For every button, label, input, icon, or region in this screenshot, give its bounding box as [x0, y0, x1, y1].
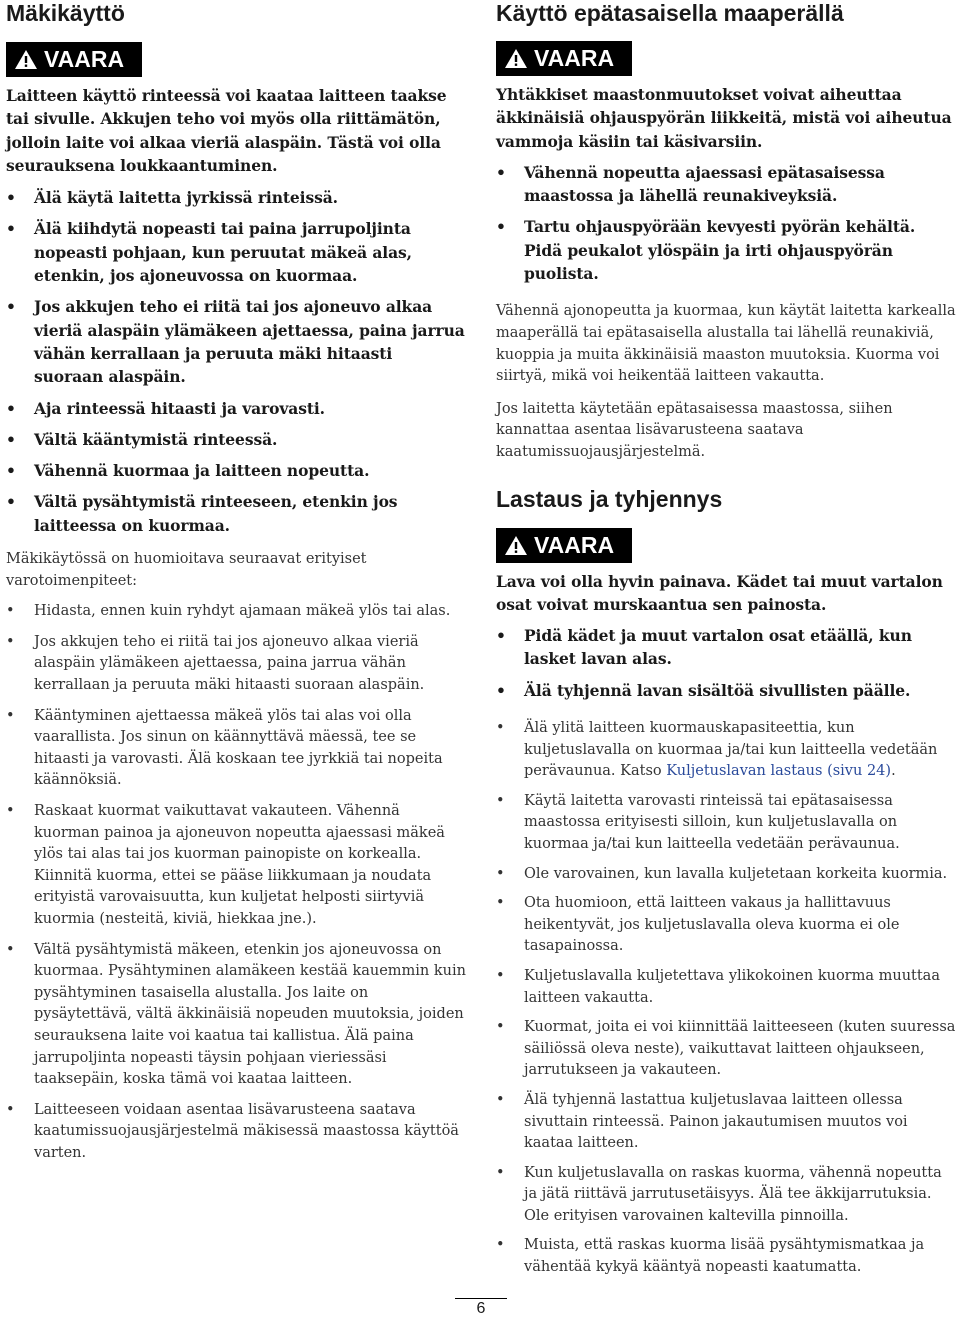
- list-item: • Käytä laitetta varovasti rinteissä tai epätasaisessa maastossa erityisesti silloin, kun kuljetuslavalla on kuormaa ja/tai kun laitteella vedetään perävaunua.: [496, 791, 958, 856]
- warning-triangle-icon: [14, 49, 38, 70]
- bullet-text: Älä ylitä laitteen kuormauskapasiteettia, kun kuljetuslavalla on kuormaa ja/tai kun laitteella vedetään perävaunua. Katso: [524, 720, 938, 780]
- section-heading-rough-terrain: Käyttö epätasaisella maaperällä: [496, 0, 844, 26]
- section-heading-loading: Lastaus ja tyhjennys: [496, 485, 723, 512]
- list-item: • Kuormat, joita ei voi kiinnittää laitteeseen (kuten suuressa säiliössä oleva neste), vaikuttavat laitteen ohjaukseen, jarrutukseen ja vakauteen.: [496, 1017, 958, 1082]
- danger-bullet-list: [496, 161, 958, 285]
- list-item: • Ole varovainen, kun lavalla kuljetetaan korkeita kuormia.: [496, 864, 958, 886]
- list-item: • Muista, että raskas kuorma lisää pysähtymismatkaa ja vähentää kykyä kääntyä nopeasti kaatumatta.: [496, 1235, 958, 1278]
- paragraph: Jos laitetta käytetään epätasaisessa maastossa, siihen kannattaa asentaa lisävarusteena saatava kaatumissuojausjärjestelmä.: [496, 400, 893, 460]
- danger-label-text: VAARA: [534, 45, 615, 71]
- list-item: • Tartu ohjauspyörään kevyesti pyörän kehältä. Pidä peukalot ylöspäin ja irti ohjauspyörän puolista.: [496, 215, 958, 285]
- danger-bullet-list: [496, 624, 958, 702]
- section-heading-hill-operation: Mäkikäyttö: [6, 0, 125, 26]
- link-cargo-bed-loading[interactable]: Kuljetuslavan lastaus (sivu 24): [666, 763, 892, 780]
- danger-label: [496, 528, 632, 563]
- footer-rule: [455, 1298, 507, 1299]
- list-item: • Vältä pysähtymistä rinteeseen, etenkin jos laitteessa on kuormaa.: [6, 490, 466, 537]
- danger-intro: Yhtäkkiset maastonmuutokset voivat aiheuttaa äkkinäisiä ohjauspyörän liikkeitä, mistä voi aiheutua vammoja käsiin tai käsivarsiin.: [496, 85, 952, 151]
- list-item: • Pidä kädet ja muut vartalon osat etäällä, kun lasket lavan alas.: [496, 624, 958, 671]
- bullet-text-end: .: [891, 763, 896, 780]
- list-item: • Vähennä kuormaa ja laitteen nopeutta.: [6, 459, 466, 482]
- list-item: [496, 718, 958, 783]
- list-item: • Laitteeseen voidaan asentaa lisävarusteena saatava kaatumissuojausjärjestelmä mäkisessä maastossa käyttöä varten.: [6, 1100, 466, 1165]
- list-item: • Jos akkujen teho ei riitä tai jos ajoneuvo alkaa vieriä alaspäin ylämäkeen ajettaessa, paina jarrua vähän kerrallaan ja peruuta mäki hitaasti suoraan alaspäin.: [6, 295, 466, 388]
- list-item: • Kun kuljetuslavalla on raskas kuorma, vähennä nopeutta ja jätä riittävä jarrutusetäisyys. Älä tee äkkijarrutuksia. Ole erityisen varovainen kaltevilla pinnoilla.: [496, 1163, 958, 1228]
- danger-label-text: VAARA: [534, 531, 615, 558]
- warning-triangle-icon: [504, 48, 528, 69]
- body-bullet-list: [496, 718, 958, 1279]
- danger-label: [6, 42, 142, 77]
- danger-intro: Lava voi olla hyvin painava. Kädet tai muut vartalon osat voivat murskaantua sen painosta.: [496, 571, 943, 614]
- page-number: 6: [476, 1300, 486, 1317]
- list-item: • Raskaat kuormat vaikuttavat vakauteen. Vähennä kuorman painoa ja ajoneuvon nopeutta ajaessasi mäkeä ylös tai alas tai jos kuorman painopiste on korkealla. Kiinnitä kuorma, ettei se pääse liikkumaan ja noudata erityistä varovaisuutta, kun kuljetat helposti siirtyviä kuormia (nesteitä, kiviä, hiekkaa jne.).: [6, 801, 466, 931]
- list-item: • Vältä pysähtymistä mäkeen, etenkin jos ajoneuvossa on kuormaa. Pysähtyminen alamäkeen kestää kauemmin kuin pysähtyminen tasaisella alustalla. Jos laite on pysäytettävä, vältä äkkinäisiä nopeuden muutoksia, joiden seurauksena laite voi kaatua tai kallistua. Älä paina jarrupoljinta nopeasti täysin pohjaan vieriessäsi taaksepäin, koska tämä voi kaataa laitteen.: [6, 940, 466, 1091]
- danger-intro: Laitteen käyttö rinteessä voi kaataa laitteen taakse tai sivulle. Akkujen teho voi myös olla riittämätön, jolloin laite voi alkaa vieriä alaspäin. Tästä voi olla seurauksena loukkaantuminen.: [6, 86, 447, 175]
- list-item: • Vähennä nopeutta ajaessasi epätasaisessa maastossa ja lähellä reunakiveyksiä.: [496, 161, 958, 208]
- list-item: • Ota huomioon, että laitteen vakaus ja hallittavuus heikentyvät, jos kuljetuslavalla oleva kuorma ei ole tasapainossa.: [496, 893, 958, 958]
- danger-label: [496, 41, 632, 76]
- list-item: • Vältä kääntymistä rinteessä.: [6, 428, 466, 451]
- list-item: • Hidasta, ennen kuin ryhdyt ajamaan mäkeä ylös tai alas.: [6, 601, 466, 623]
- danger-bullet-list: [6, 186, 466, 537]
- body-intro: Mäkikäytössä on huomioitava seuraavat erityiset varotoimenpiteet:: [6, 551, 367, 589]
- list-item: • Jos akkujen teho ei riitä tai jos ajoneuvo alkaa vieriä alaspäin ylämäkeen ajettaessa, paina jarrua vähän kerrallaan ja peruuta mäki hitaasti suoraan alaspäin.: [6, 632, 466, 697]
- warning-triangle-icon: [504, 535, 528, 556]
- right-column: [496, 0, 958, 1279]
- left-column: [6, 0, 466, 1164]
- list-item: • Älä käytä laitetta jyrkissä rinteissä.: [6, 186, 466, 209]
- list-item: • Älä kiihdytä nopeasti tai paina jarrupoljinta nopeasti pohjaan, kun peruutat mäkeä alas, etenkin, jos ajoneuvossa on kuormaa.: [6, 217, 466, 287]
- list-item: • Aja rinteessä hitaasti ja varovasti.: [6, 397, 466, 420]
- body-bullet-list: [6, 601, 466, 1164]
- list-item: • Kuljetuslavalla kuljetettava ylikokoinen kuorma muuttaa laitteen vakautta.: [496, 966, 958, 1009]
- list-item: • Kääntyminen ajettaessa mäkeä ylös tai alas voi olla vaarallista. Jos sinun on käännyttävä mäessä, tee se hitaasti ja varovasti. Älä koskaan tee jyrkkiä tai nopeita käännöksiä.: [6, 706, 466, 792]
- list-item: • Älä tyhjennä lastattua kuljetuslavaa laitteen ollessa sivuttain rinteessä. Painon jakautumisen muutos voi kaataa laitteen.: [496, 1090, 958, 1155]
- danger-label-text: VAARA: [44, 46, 125, 72]
- list-item: • Älä tyhjennä lavan sisältöä sivullisten päälle.: [496, 679, 958, 702]
- paragraph: Vähennä ajonopeutta ja kuormaa, kun käytät laitetta karkealla maaperällä tai epätasaisella alustalla tai lähellä reunakiviä, kuoppia ja muita äkkinäisiä maaston muutoksia. Kuorma voi siirtyä, mikä voi heikentää laitteen vakautta.: [496, 303, 956, 385]
